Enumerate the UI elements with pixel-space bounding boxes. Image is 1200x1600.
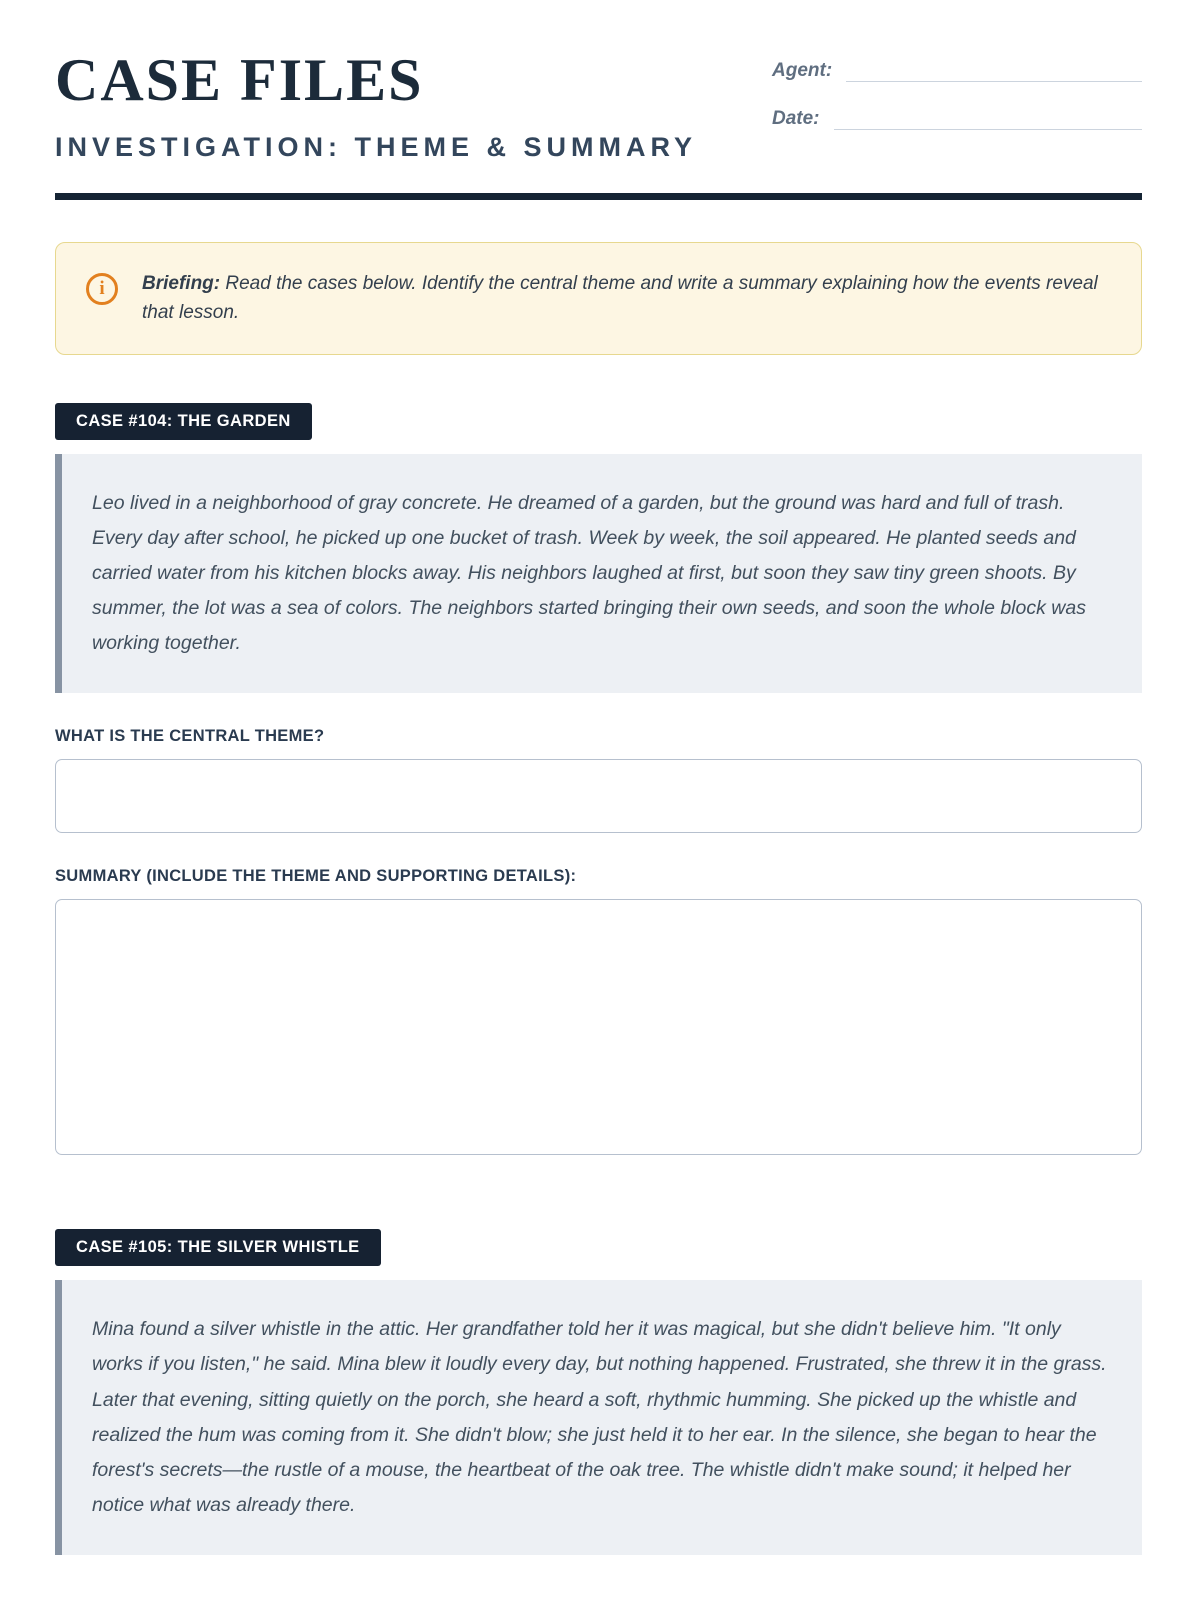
info-icon: i bbox=[86, 273, 118, 305]
briefing-text: Read the cases below. Identify the central theme and write a summary explaining how the events reveal that lesson. bbox=[142, 273, 1098, 324]
briefing-paragraph bbox=[142, 269, 1111, 328]
case-104-badge: CASE #104: THE GARDEN bbox=[55, 403, 312, 440]
agent-date-block bbox=[772, 50, 1142, 154]
theme-answer-input[interactable] bbox=[55, 759, 1142, 833]
agent-row bbox=[772, 58, 1142, 82]
theme-question-label: WHAT IS THE CENTRAL THEME? bbox=[55, 727, 325, 746]
date-row bbox=[772, 106, 1142, 130]
case-105-badge: CASE #105: THE SILVER WHISTLE bbox=[55, 1229, 381, 1266]
case-104-story: Leo lived in a neighborhood of gray concrete. He dreamed of a garden, but the ground was hard and full of trash. Every day after school, he picked up one bucket of trash. Week by week, the soil appeared. He planted seeds and carried water from his kitchen blocks away. His neighbors laughed at first, but soon they saw tiny green shoots. By summer, the lot was a sea of colors. The neighbors started bringing their own seeds, and soon the whole block was working together. bbox=[55, 454, 1142, 693]
case-105-story: Mina found a silver whistle in the attic. Her grandfather told her it was magical, but she didn't believe him. "It only works if you listen," he said. Mina blew it loudly every day, but nothing happened. Frustrated, she threw it in the grass. Later that evening, sitting quietly on the porch, she heard a soft, rhythmic humming. She picked up the whistle and realized the hum was coming from it. She didn't blow; she just held it to her ear. In the silence, she began to hear the forest's secrets—the rustle of a mouse, the heartbeat of the oak tree. The whistle didn't make sound; it helped her notice what was already there. bbox=[55, 1280, 1142, 1555]
page-subtitle: INVESTIGATION: THEME & SUMMARY bbox=[55, 132, 697, 162]
briefing-label: Briefing: bbox=[142, 273, 221, 294]
agent-label: Agent: bbox=[772, 60, 833, 81]
date-label: Date: bbox=[772, 108, 820, 129]
briefing-box bbox=[55, 242, 1142, 355]
page-title: CASE FILES bbox=[55, 47, 424, 113]
case-104-section bbox=[55, 355, 1142, 1155]
agent-input-line[interactable] bbox=[846, 58, 1142, 82]
case-105-section bbox=[55, 1155, 1142, 1555]
date-input-line[interactable] bbox=[834, 106, 1142, 130]
summary-answer-textarea[interactable] bbox=[55, 899, 1142, 1155]
title-block bbox=[55, 47, 697, 163]
header bbox=[55, 47, 1142, 163]
header-divider bbox=[55, 193, 1142, 200]
summary-question-label: SUMMARY (INCLUDE THE THEME AND SUPPORTING DETAILS): bbox=[55, 867, 577, 886]
